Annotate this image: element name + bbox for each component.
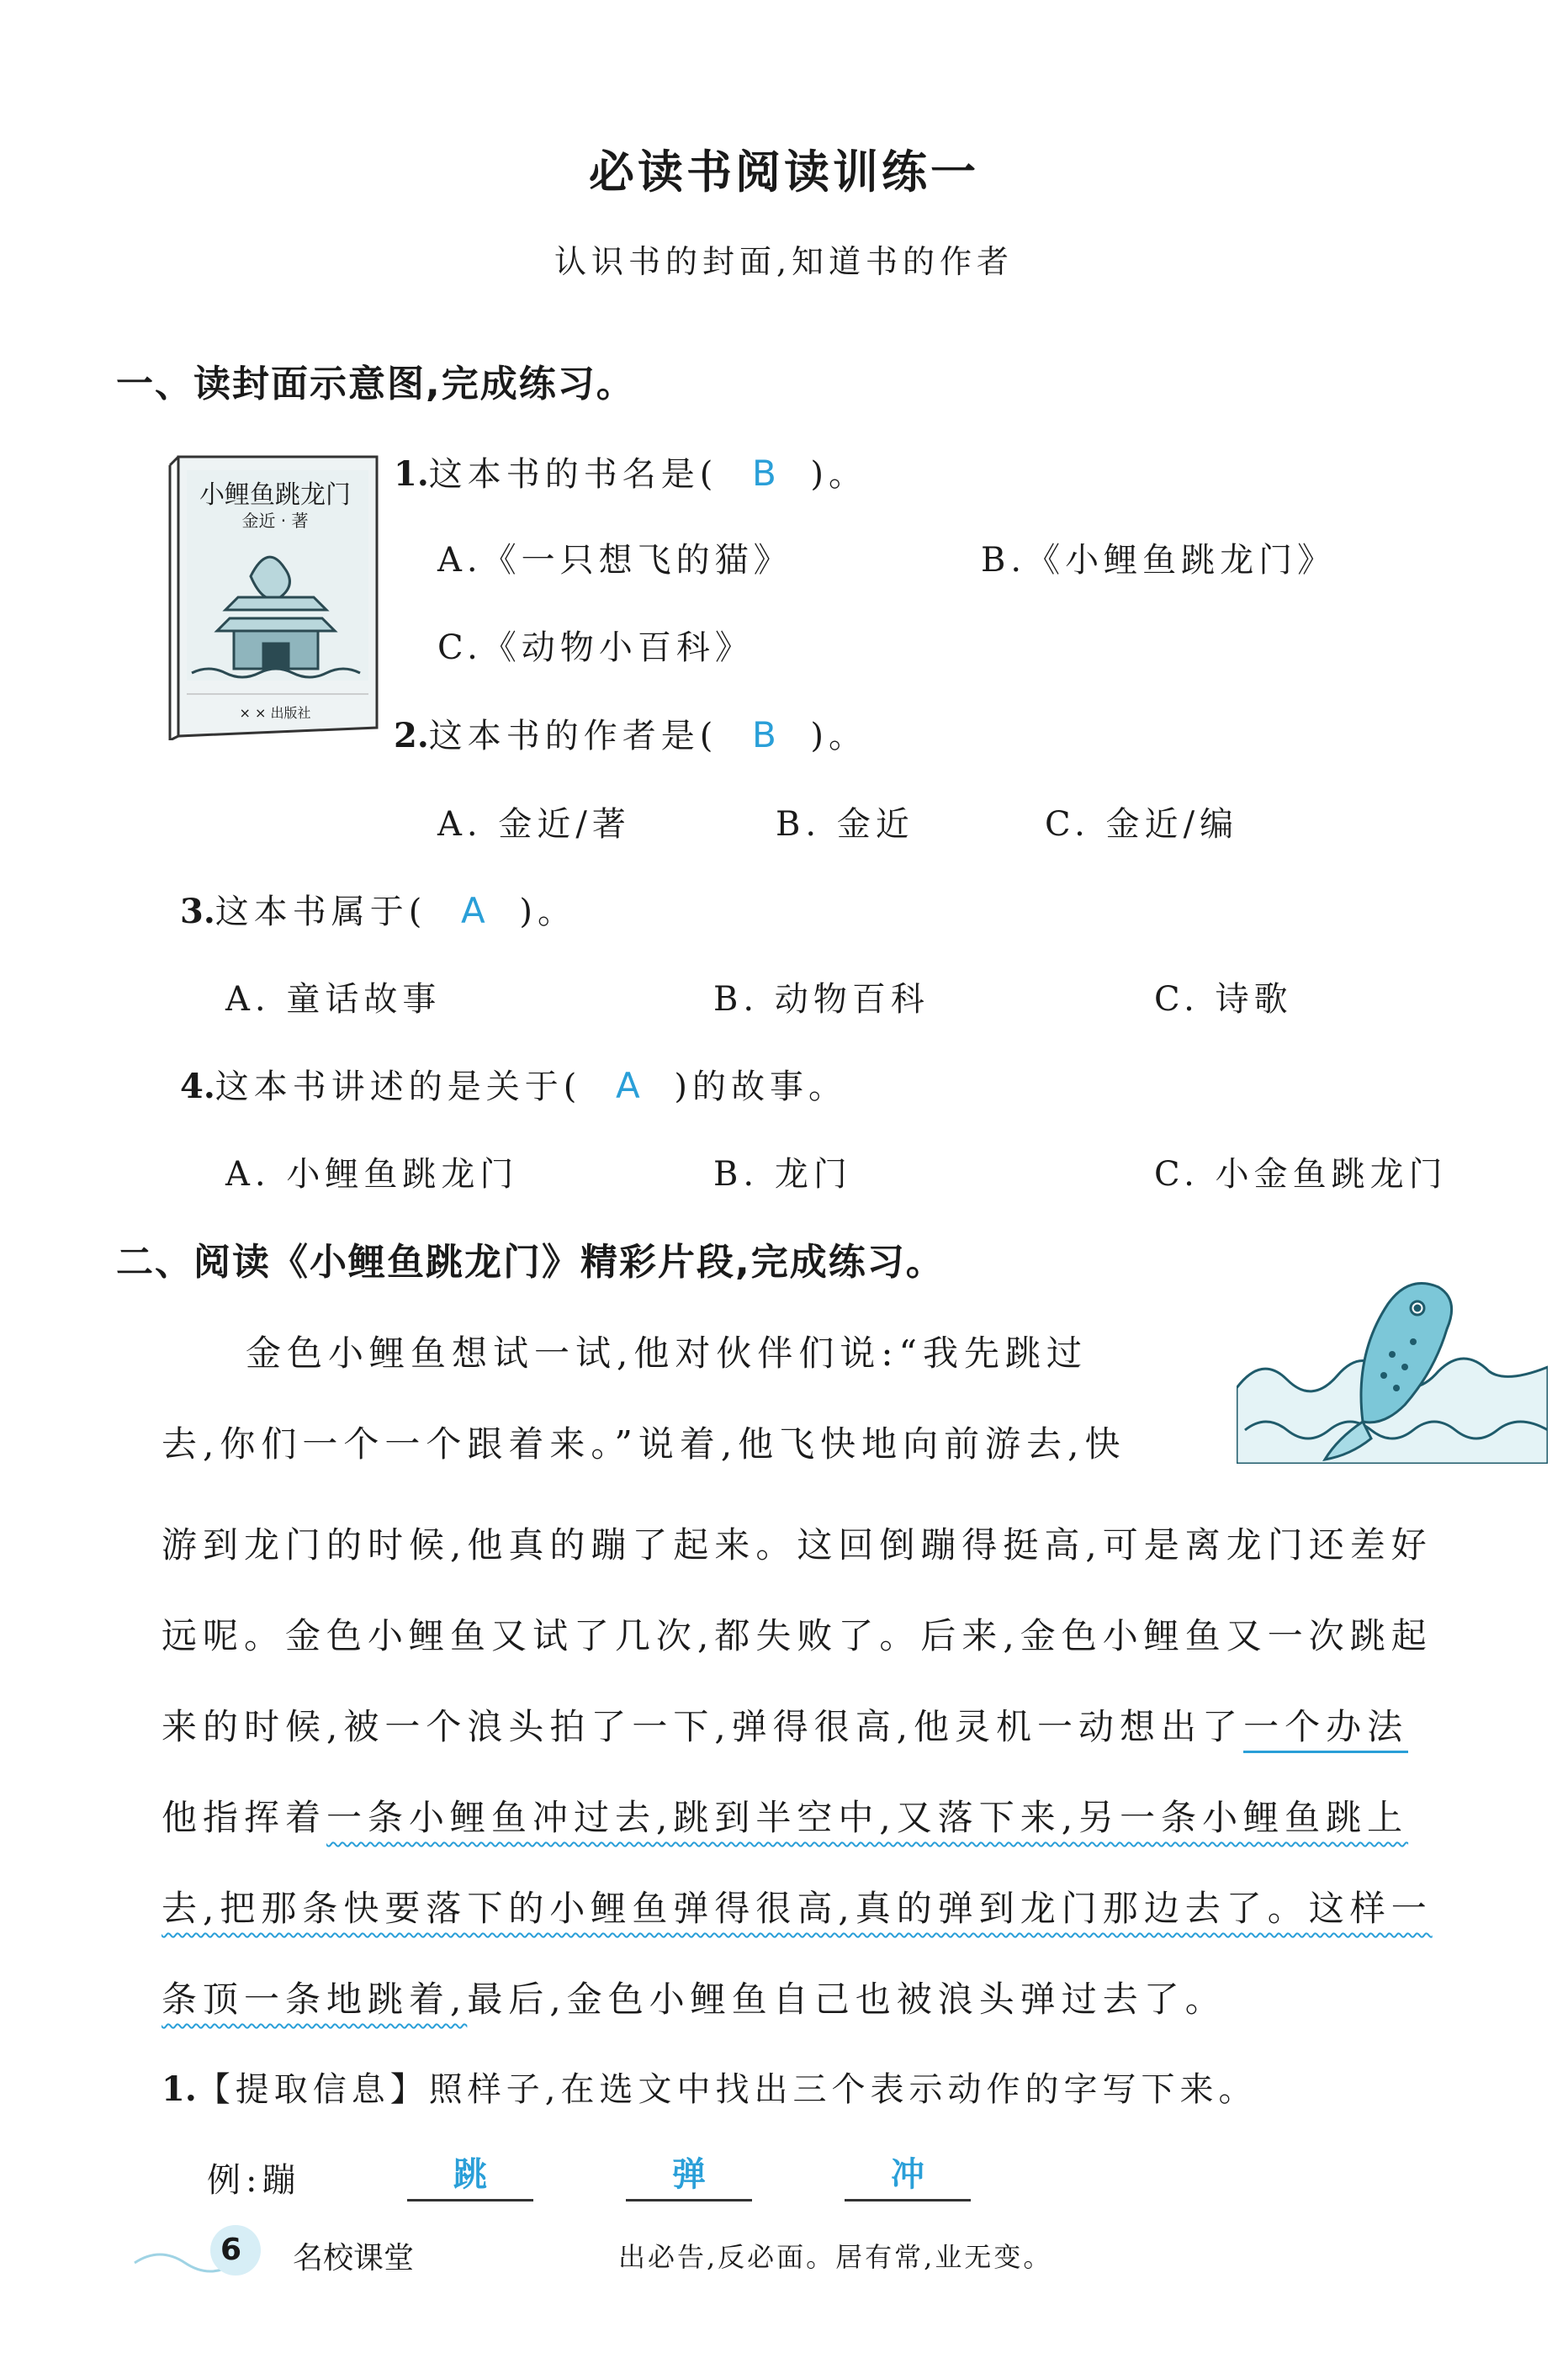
passage-text: 他指挥着 bbox=[162, 1797, 327, 1838]
question-4 bbox=[180, 1060, 847, 1108]
option-4c: C. 小金鱼跳龙门 bbox=[1154, 1155, 1448, 1194]
question-text-end: )。 bbox=[519, 893, 576, 931]
section-2-heading: 二、阅读《小鲤鱼跳龙门》精彩片段,完成练习。 bbox=[116, 1241, 945, 1284]
section-1-heading: 一、读封面示意图,完成练习。 bbox=[116, 363, 635, 405]
passage-line-6 bbox=[162, 1790, 1408, 1841]
question-text: 【提取信息】照样子,在选文中找出三个表示动作的字写下来。 bbox=[196, 2070, 1258, 2109]
question-1 bbox=[394, 448, 867, 495]
passage-line-1: 金色小鲤鱼想试一试,他对伙伴们说:“我先跳过 bbox=[246, 1332, 1088, 1374]
question-number: 1. bbox=[162, 2069, 197, 2109]
cover-author: 金近 · 著 bbox=[241, 511, 309, 531]
question-text-end: )。 bbox=[810, 717, 867, 755]
question-text: 这本书的作者是( bbox=[428, 717, 718, 755]
cover-publisher: × × 出版社 bbox=[239, 705, 311, 721]
option-3b: B. 动物百科 bbox=[713, 980, 930, 1019]
wavy-underlined-phrase: 一条小鲤鱼冲过去,跳到半空中,又落下来,另一条小鲤鱼跳上 bbox=[326, 1797, 1409, 1838]
option-2a: A. 金近/著 bbox=[437, 805, 631, 844]
option-4b: B. 龙门 bbox=[713, 1155, 852, 1194]
footer-motto: 出必告,反必面。居有常,业无变。 bbox=[618, 2241, 1053, 2273]
option-3a: A. 童话故事 bbox=[225, 980, 442, 1019]
page-number: 6 bbox=[220, 2233, 242, 2267]
question-text: 这本书属于( bbox=[215, 893, 427, 931]
question-text: 这本书的书名是( bbox=[428, 455, 718, 494]
answer-blank-1[interactable] bbox=[407, 2150, 533, 2201]
answer-blank[interactable]: B bbox=[751, 714, 776, 755]
option-4a: A. 小鲤鱼跳龙门 bbox=[225, 1155, 519, 1194]
option-2b: B. 金近 bbox=[776, 805, 914, 844]
passage-text: 最后,金色小鲤鱼自己也被浪头弹过去了。 bbox=[467, 1979, 1226, 2020]
wavy-underlined-phrase: 这样一 bbox=[1308, 1888, 1433, 1929]
cover-book-title: 小鲤鱼跳龙门 bbox=[199, 480, 351, 510]
question-number: 2. bbox=[394, 716, 429, 755]
option-2c: C. 金近/编 bbox=[1045, 805, 1239, 844]
passage-line-2: 去,你们一个一个跟着来。”说着,他飞快地向前游去,快 bbox=[162, 1423, 1126, 1465]
book-cover-illustration bbox=[167, 450, 384, 740]
passage-line-3: 游到龙门的时候,他真的蹦了起来。这回倒蹦得挺高,可是离龙门还差好 bbox=[162, 1524, 1433, 1566]
series-name: 名校课堂 bbox=[293, 2241, 415, 2276]
question-number: 4. bbox=[180, 1067, 215, 1106]
passage-line-4: 远呢。金色小鲤鱼又试了几次,都失败了。后来,金色小鲤鱼又一次跳起 bbox=[162, 1615, 1433, 1656]
option-1a: A.《一只想飞的猫》 bbox=[437, 541, 792, 580]
question-text: 这本书讲述的是关于( bbox=[215, 1068, 582, 1106]
question-number: 3. bbox=[180, 892, 215, 931]
example-label: 例:蹦 bbox=[207, 2161, 301, 2200]
passage-line-7 bbox=[162, 1881, 1433, 1931]
footer-decoration bbox=[126, 2221, 286, 2280]
answer-blank[interactable]: B bbox=[751, 453, 776, 494]
wavy-underlined-phrase: 去,把那条快要落下的小鲤鱼弹得很高,真的弹到龙门那边去了。 bbox=[162, 1888, 1309, 1929]
page-title: 必读书阅读训练一 bbox=[589, 146, 979, 199]
option-1b: B.《小鲤鱼跳龙门》 bbox=[981, 541, 1337, 580]
passage-text: 来的时候,被一个浪头拍了一下,弹得很高,他灵机一动想出了 bbox=[162, 1706, 1244, 1747]
answer-text: 冲 bbox=[891, 2154, 924, 2194]
option-3c: C. 诗歌 bbox=[1154, 980, 1293, 1019]
answer-text: 跳 bbox=[453, 2154, 487, 2194]
option-1c: C.《动物小百科》 bbox=[437, 628, 754, 667]
answer-blank[interactable]: A bbox=[616, 1065, 640, 1106]
answer-blank[interactable]: A bbox=[461, 890, 485, 931]
passage-line-5 bbox=[162, 1699, 1408, 1750]
question-text-end: )的故事。 bbox=[674, 1068, 847, 1106]
underlined-phrase: 一个办法 bbox=[1243, 1706, 1408, 1753]
answer-text: 弹 bbox=[672, 2154, 706, 2194]
answer-blank-3[interactable] bbox=[845, 2150, 971, 2201]
page-subtitle: 认识书的封面,知道书的作者 bbox=[554, 243, 1014, 280]
answer-blank-2[interactable] bbox=[626, 2150, 752, 2201]
question-3 bbox=[180, 885, 576, 933]
section2-question-1 bbox=[162, 2063, 1257, 2111]
question-number: 1. bbox=[394, 454, 429, 494]
passage-line-8 bbox=[162, 1972, 1226, 2022]
question-2 bbox=[394, 709, 867, 757]
question-text-end: )。 bbox=[810, 455, 867, 494]
wavy-underlined-phrase: 条顶一条地跳着, bbox=[162, 1979, 468, 2020]
carp-illustration bbox=[1237, 1262, 1548, 1464]
